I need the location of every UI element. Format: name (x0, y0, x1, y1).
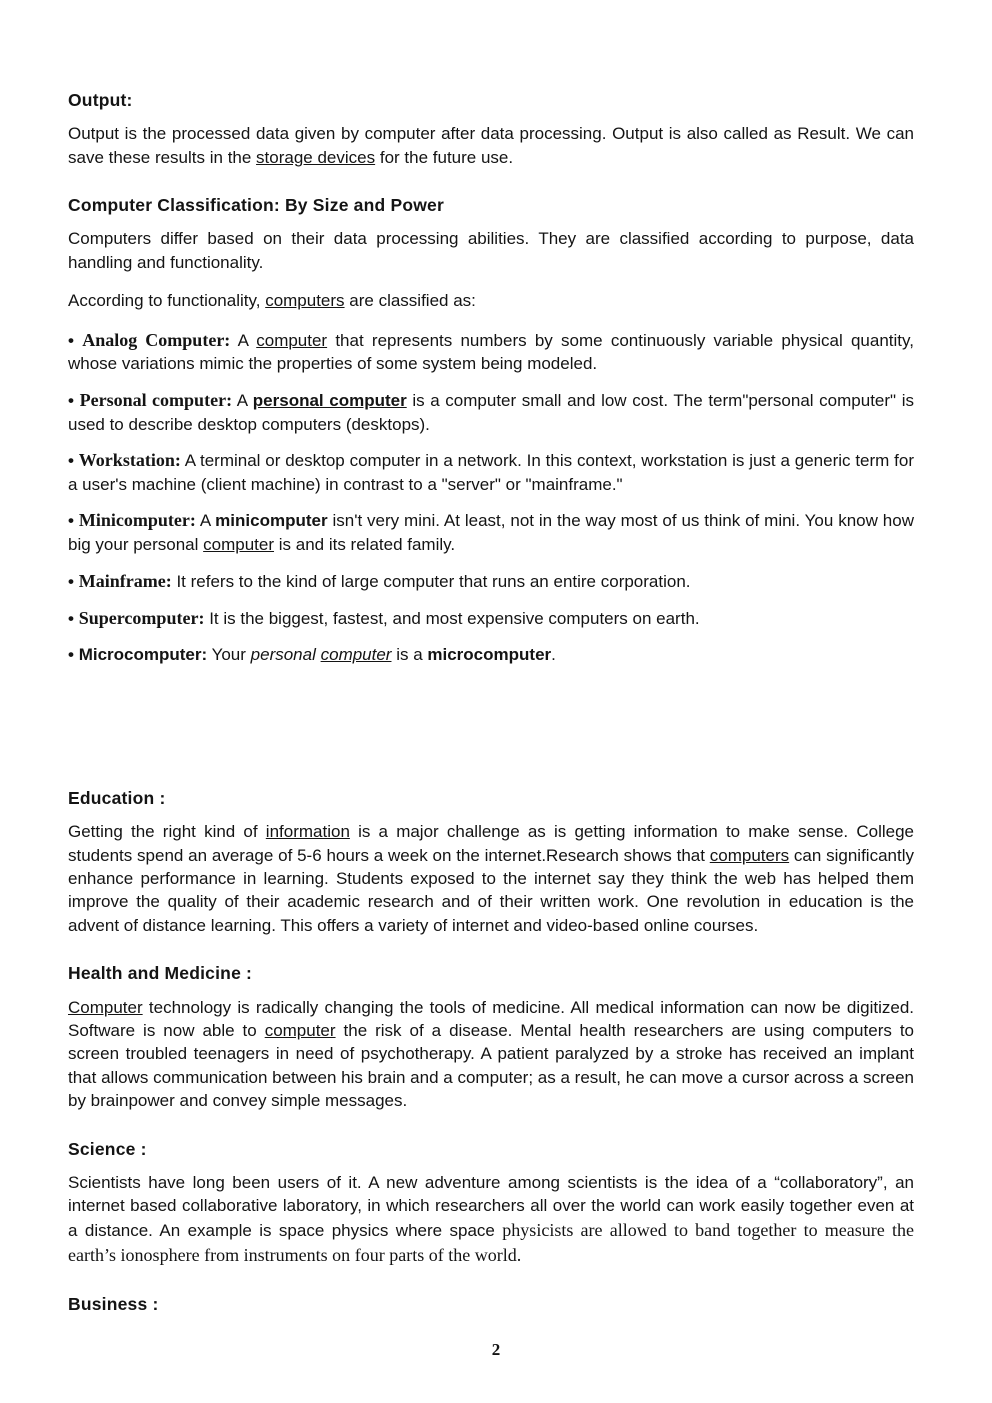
paragraph-education-body: Getting the right kind of information is a major challenge as is getting information to make sense. College students spend an average of 5-6 hours a week on the internet.Research shows that computers can significantly enhance performance in learning. Students exposed to the internet say they think the web has helped them improve the quality of their academic research and of their written work. One revolution in education is the advent of distance learning. This offers a variety of internet and video-based online courses. (68, 822, 914, 935)
heading-science: Science : (68, 1138, 147, 1159)
bullet-mainframe: • Mainframe: It refers to the kind of large computer that runs an entire corporation. (68, 569, 914, 594)
paragraph-classification-intro: Computers differ based on their data processing abilities. They are classified according to purpose, data handling and functionality. (68, 229, 914, 272)
section-output (68, 88, 914, 169)
heading-education: Education : (68, 787, 166, 808)
section-science (68, 1137, 914, 1268)
bullet-personal-computer: • Personal computer: A personal computer is a computer small and low cost. The term"personal computer" is used to describe desktop computers (desktops). (68, 388, 914, 436)
heading-business: Business : (68, 1293, 159, 1314)
bullet-workstation: • Workstation: A terminal or desktop computer in a network. In this context, workstation is just a generic term for a user's machine (client machine) in contrast to a "server" or "mainframe." (68, 448, 914, 496)
paragraph-science-body: Scientists have long been users of it. A new adventure among scientists is the idea of a “collaboratory”, an internet based collaborative laboratory, in which researchers all over the world can work easily together even at a distance. An example is space physics where space physicists are allowed to band together to measure the earth’s ionosphere from instruments on four parts of the world. (68, 1172, 914, 1265)
heading-health-medicine: Health and Medicine : (68, 963, 253, 984)
section-education (68, 786, 914, 937)
section-health-medicine (68, 961, 914, 1112)
bullet-analog-computer: • Analog Computer: A computer that represents numbers by some continuously variable physical quantity, whose variations mimic the properties of some system being modeled. (68, 328, 914, 376)
section-business (68, 1292, 914, 1316)
bullet-supercomputer: • Supercomputer: It is the biggest, fastest, and most expensive computers on earth. (68, 606, 914, 631)
paragraph-output-body: Output is the processed data given by computer after data processing. Output is also called as Result. We can save these results in the storage devices for the future use. (68, 124, 914, 167)
bullet-microcomputer: • Microcomputer: Your personal computer is a microcomputer. (68, 643, 914, 666)
bullet-minicomputer: • Minicomputer: A minicomputer isn't very mini. At least, not in the way most of us think of mini. You know how big your personal computer is and its related family. (68, 508, 914, 556)
heading-classification: Computer Classification: By Size and Power (68, 195, 444, 216)
paragraph-functionality-intro: According to functionality, computers are classified as: (68, 291, 476, 311)
paragraph-health-body: Computer technology is radically changing the tools of medicine. All medical information can now be digitized. Software is now able to computer the risk of a disease. Mental health researchers are using computers to screen troubled teenagers in need of psychotherapy. A patient paralyzed by a stroke has received an implant that allows communication between his brain and a computer; as a result, he can move a cursor across a screen by brainpower and convey simple messages. (68, 997, 914, 1111)
page-number: 2 (491, 1339, 501, 1359)
section-classification (68, 193, 914, 666)
heading-output: Output: (68, 90, 133, 110)
